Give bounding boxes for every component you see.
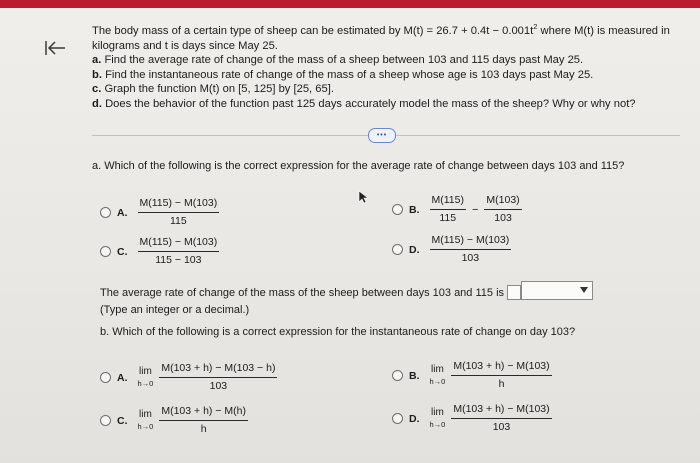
mouse-cursor-icon [358, 190, 370, 204]
limit: lim h→0 [137, 408, 154, 431]
problem-part-a: a. Find the average rate of change of the mass of a sheep between 103 and 115 days past May 25. [92, 54, 584, 67]
limit: lim h→0 [429, 406, 446, 429]
option-b-C[interactable]: C. lim h→0 $\frac{M(103 + h) - M(h)}{h}$ [100, 405, 248, 436]
question-b-text: b. Which of the following is a correct expression for the instantaneous rate of change on day 103? [100, 326, 576, 338]
option-a-C[interactable]: C. $\frac{M(115) - M(103)}{115 - 103}$ [100, 236, 219, 267]
fraction: $\frac{M(115) - M(103)}{115}$ [139, 197, 218, 227]
option-a-B[interactable]: B. $\frac{M(115)}{115}$ − $\frac{M(103)}{103}$ [392, 194, 522, 225]
fraction: $\frac{M(103)}{103}$ [486, 194, 520, 224]
radio-button[interactable] [392, 370, 403, 381]
limit: lim h→0 [137, 365, 154, 388]
fraction: $\frac{M(115)}{115}$ [431, 194, 464, 224]
limit: lim h→0 [429, 363, 446, 386]
fraction: $\frac{M(103 + h) - M(h)}{h}$ [161, 405, 246, 435]
fraction: $\frac{M(103 + h) - M(103 - h)}{103}$ [161, 362, 276, 392]
problem-part-d: d. Does the behavior of the function past 125 days accurately model the mass of the sheep? Why or why not? [92, 97, 636, 110]
radio-button[interactable] [392, 244, 403, 255]
option-b-B[interactable]: B. lim h→0 $\frac{M(103 + h) - M(103)}{h}$ [392, 360, 552, 391]
problem-intro-line2: kilograms and t is days since May 25. [92, 39, 278, 52]
option-b-D[interactable]: D. lim h→0 $\frac{M(103 + h) - M(103)}{103}$ [392, 403, 552, 434]
problem-part-b: b. Find the instantaneous rate of change of the mass of a sheep whose age is 103 days past May 25. [92, 68, 594, 81]
radio-button[interactable] [392, 204, 403, 215]
back-to-first-icon[interactable] [44, 40, 66, 56]
fraction: $\frac{M(103 + h) - M(103)}{103}$ [453, 403, 550, 433]
radio-button[interactable] [100, 415, 111, 426]
problem-intro: The body mass of a certain type of sheep can be estimated by $M(t) = 26.7 + 0.4t - 0.001t^2$ where M(t) is measured in [92, 22, 670, 37]
units-dropdown[interactable] [521, 281, 593, 300]
question-a-text: a. Which of the following is the correct expression for the average rate of change between days 103 and 115? [92, 160, 625, 172]
option-a-D[interactable]: D. $\frac{M(115) - M(103)}{103}$ [392, 234, 511, 265]
more-button[interactable]: ••• [368, 128, 396, 143]
fraction: $\frac{M(115) - M(103)}{115 - 103}$ [139, 236, 218, 266]
radio-button[interactable] [100, 207, 111, 218]
radio-button[interactable] [100, 246, 111, 257]
radio-button[interactable] [392, 413, 403, 424]
problem-statement [92, 24, 672, 112]
top-accent-bar [0, 0, 700, 8]
fraction: $\frac{M(115) - M(103)}{103}$ [431, 234, 510, 264]
radio-button[interactable] [100, 372, 111, 383]
answer-line: The average rate of change of the mass of the sheep between days 103 and 115 is [100, 285, 521, 300]
answer-input[interactable] [507, 285, 521, 300]
option-b-A[interactable]: A. lim h→0 $\frac{M(103 + h) - M(103 - h)}{103}$ [100, 362, 277, 393]
fraction: $\frac{M(103 + h) - M(103)}{h}$ [453, 360, 550, 390]
option-a-A[interactable]: A. $\frac{M(115) - M(103)}{115}$ [100, 197, 219, 228]
problem-part-c: c. Graph the function M(t) on [5, 125] by [25, 65]. [92, 83, 334, 96]
answer-hint: (Type an integer or a decimal.) [100, 304, 250, 316]
dropdown-arrow-icon [580, 287, 588, 293]
